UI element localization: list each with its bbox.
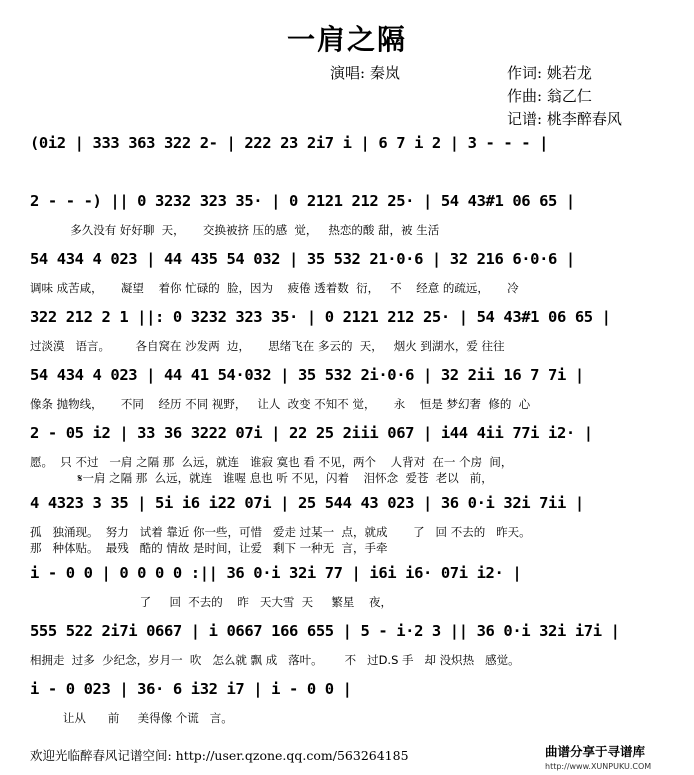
score-row (0, 130, 694, 188)
footer-website-note: 欢迎光临醉春风记谱空间: http://user.qzone.qq.com/563264185 (30, 748, 409, 763)
lyric-line-alt: 𝄋一肩 之隔 那 么远，就连 谁喔 息也 听 不见，闪着 泪怀念 爱苍 老以 前， (30, 471, 493, 485)
lyric-line: 调味 成苦咸， 凝望 着你 忙碌的 脸，因为 疲倦 透着数 衍， 不 经意 的疏远， 冷 (30, 281, 519, 295)
score-row (0, 676, 694, 734)
score-row (0, 560, 694, 618)
notation-line: 2 - - -) || 0 3232 323 35· | 0 2121 212 25· | 54 43#1 06 65 | (30, 192, 575, 210)
lyric-line: 孤 独涌现。 努力 试着 靠近 你一些，可惜 爱走 过某一 点，就成 了 回 不去的 昨天。 (30, 525, 531, 539)
lyric-line: 愿。 只 不过 一肩 之隔 那 么远，就连 谁寂 寞也 看 不见，两个 人背对 在一 个房 间， (30, 455, 513, 469)
song-title: 一肩之隔 (286, 23, 407, 56)
score-row (0, 362, 694, 420)
singer-credit: 演唱: 秦岚 (330, 64, 400, 82)
notation-line: (0i2 | 333 363 322 2- | 222 23 2i7 i | 6 7 i 2 | 3 - - - | (30, 134, 549, 152)
numbered-score (0, 130, 694, 734)
score-row (0, 246, 694, 304)
lyricist-credit: 作词: 姚若龙 (507, 64, 592, 82)
notation-line: i - 0 023 | 36· 6 i32 i7 | i - 0 0 | (30, 680, 352, 698)
lyric-line-alt: 那 种体贴。 最残 酷的 情故 是时间，让爱 剩下 一种无 言，手牵 (30, 541, 388, 555)
notation-line: i - 0 0 | 0 0 0 0 :|| 36 0·i 32i 77 | i6i i6· 07i i2· | (30, 564, 522, 582)
score-row (0, 304, 694, 362)
lyric-line: 了 回 不去的 昨 天大雪 天 繁星 夜， (30, 595, 393, 609)
lyric-line: 多久没有 好好聊 天， 交换被挤 压的感 觉， 热恋的酸 甜，被 生活 (30, 223, 440, 237)
notation-line: 54 434 4 023 | 44 41 54·032 | 35 532 2i·0·6 | 32 2ii 16 7 7i | (30, 366, 584, 384)
lyric-line: 让从 前 美得像 个谎 言。 (30, 711, 233, 725)
transcriber-credit: 记谱: 桃李醉春风 (507, 110, 622, 128)
lyric-line: 相拥走 过多 少纪念，岁月一 吹 怎么就 飘 成 落叶。 不 过D.S 手 却 没炽热 感觉。 (30, 653, 520, 667)
composer-credit: 作曲: 翁乙仁 (507, 87, 592, 105)
score-row (0, 490, 694, 560)
footer-watermark (545, 742, 675, 771)
lyric-line: 像条 抛物线， 不同 经历 不同 视野， 让人 改变 不知不 觉， 永 恒是 梦幻奢 修的 心 (30, 397, 531, 411)
notation-line: 54 434 4 023 | 44 435 54 032 | 35 532 21·0·6 | 32 216 6·0·6 | (30, 250, 575, 268)
score-row (0, 420, 694, 490)
notation-line: 2 - 05 i2 | 33 36 3222 07i | 22 25 2iii 067 | i44 4ii 77i i2· | (30, 424, 593, 442)
score-row (0, 618, 694, 676)
notation-line: 322 212 2 1 ||: 0 3232 323 35· | 0 2121 212 25· | 54 43#1 06 65 | (30, 308, 611, 326)
notation-line: 4 4323 3 35 | 5i i6 i22 07i | 25 544 43 023 | 36 0·i 32i 7ii | (30, 494, 584, 512)
lyric-line: 过淡漠 语言。 各自窝在 沙发两 边， 思绪飞在 多云的 天， 烟火 到湖水，爱 往往 (30, 339, 505, 353)
score-row (0, 188, 694, 246)
watermark-title: 曲谱分享于寻谱库 (545, 744, 646, 759)
notation-line: 555 522 2i7i 0667 | i 0667 166 655 | 5 - i·2 3 || 36 0·i 32i i7i | (30, 622, 620, 640)
watermark-url: http://www.XUNPUKU.COM (545, 762, 652, 771)
